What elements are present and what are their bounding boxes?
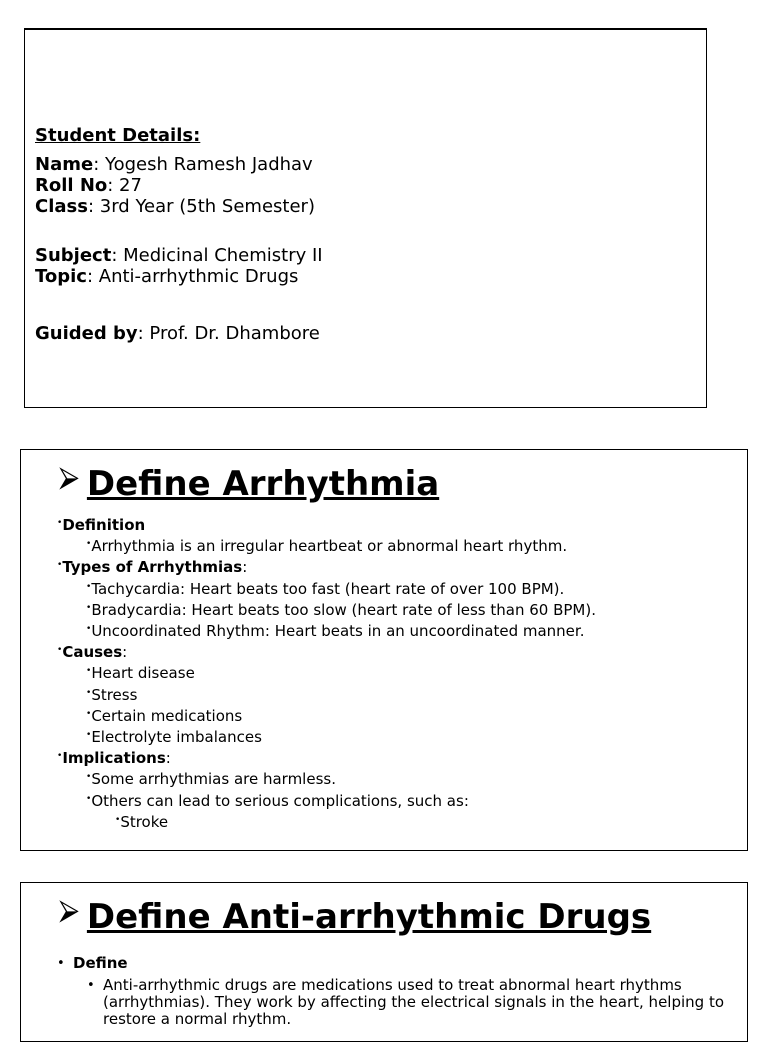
bullet-icon: • — [86, 708, 92, 719]
slide-title-row — [59, 460, 440, 504]
bullet-icon: • — [86, 581, 92, 592]
define-arrhythmia-slide — [20, 449, 748, 851]
list-item — [57, 620, 596, 641]
subject-info-block — [35, 245, 323, 287]
item-text: Uncoordinated Rhythm: Heart beats in an uncoordinated manner. — [91, 622, 585, 641]
list-item — [57, 955, 733, 972]
item-label: Causes — [62, 643, 123, 662]
list-item — [57, 556, 596, 577]
slide-title-row — [59, 893, 652, 937]
item-text: Tachycardia: Heart beats too fast (heart rate of over 100 BPM). — [91, 579, 565, 598]
bullet-icon: • — [115, 814, 121, 825]
list-item — [57, 726, 596, 747]
bullet-icon: • — [87, 978, 95, 993]
bullet-icon: • — [57, 645, 63, 656]
bullet-icon: • — [57, 518, 63, 528]
list-item — [57, 662, 596, 683]
item-text: Stress — [91, 685, 138, 704]
name-line: Name: Yogesh Ramesh Jadhav — [35, 154, 313, 175]
item-text: Stroke — [120, 812, 169, 831]
antiarrhythmic-bullet-list — [57, 955, 733, 1028]
list-item — [57, 768, 596, 789]
list-item — [57, 599, 596, 620]
item-text: Anti-arrhythmic drugs are medications used to treat abnormal heart rhythms (arrhythmias). They work by affecting the electrical signals in the heart, helping to restore a normal rhythm. — [103, 976, 725, 1028]
item-text: Heart disease — [91, 664, 195, 683]
bullet-icon: • — [86, 730, 92, 741]
slide-title: Define Anti-arrhythmic Drugs — [86, 897, 652, 937]
list-item — [57, 811, 596, 832]
bullet-icon: • — [86, 793, 92, 804]
list-item — [57, 578, 596, 599]
item-text: : — [122, 643, 128, 662]
bullet-icon: • — [57, 560, 63, 571]
guide-info-block — [35, 323, 320, 344]
list-item — [57, 535, 596, 556]
bullet-icon: • — [86, 772, 92, 783]
item-text: Electrolyte imbalances — [91, 728, 262, 747]
item-text: Certain medications — [91, 706, 243, 725]
bullet-icon: • — [86, 666, 92, 677]
student-details-heading: Student Details: — [35, 125, 201, 146]
bullet-icon: • — [86, 687, 92, 698]
subject-line: Subject: Medicinal Chemistry II — [35, 245, 323, 266]
list-item — [57, 684, 596, 705]
item-label: Define — [73, 954, 128, 972]
bullet-icon: • — [57, 751, 63, 762]
guide-line: Guided by: Prof. Dr. Dhambore — [35, 323, 320, 344]
item-label: Types of Arrhythmias — [62, 558, 243, 577]
class-line: Class: 3rd Year (5th Semester) — [35, 196, 315, 217]
list-item — [87, 977, 733, 1028]
list-item — [57, 790, 596, 811]
item-text: Arrhythmia is an irregular heartbeat or abnormal heart rhythm. — [91, 537, 568, 556]
slide-title: Define Arrhythmia — [86, 464, 440, 504]
bullet-icon: • — [86, 539, 92, 550]
arrow-bullet-icon: ⮚ — [59, 893, 79, 926]
topic-line: Topic: Anti-arrhythmic Drugs — [35, 266, 299, 287]
item-text: : — [165, 749, 171, 768]
arrow-bullet-icon: ⮚ — [59, 460, 79, 493]
item-text: Bradycardia: Heart beats too slow (heart rate of less than 60 BPM). — [91, 600, 596, 619]
define-antiarrhythmic-slide — [20, 882, 748, 1042]
list-item — [57, 747, 596, 768]
student-details-slide — [24, 28, 707, 408]
item-text: Some arrhythmias are harmless. — [91, 770, 336, 789]
student-info-block — [35, 154, 315, 217]
bullet-icon: • — [86, 624, 92, 635]
list-item — [57, 514, 596, 535]
item-text: Others can lead to serious complications, such as: — [91, 791, 469, 810]
list-item — [57, 705, 596, 726]
item-label: Implications — [62, 749, 166, 768]
roll-line: Roll No: 27 — [35, 175, 142, 196]
item-label: Definition — [62, 516, 146, 534]
list-item — [57, 641, 596, 662]
item-text: : — [242, 558, 248, 577]
arrhythmia-bullet-list — [57, 514, 596, 832]
bullet-icon: • — [57, 956, 65, 971]
bullet-icon: • — [86, 602, 92, 613]
